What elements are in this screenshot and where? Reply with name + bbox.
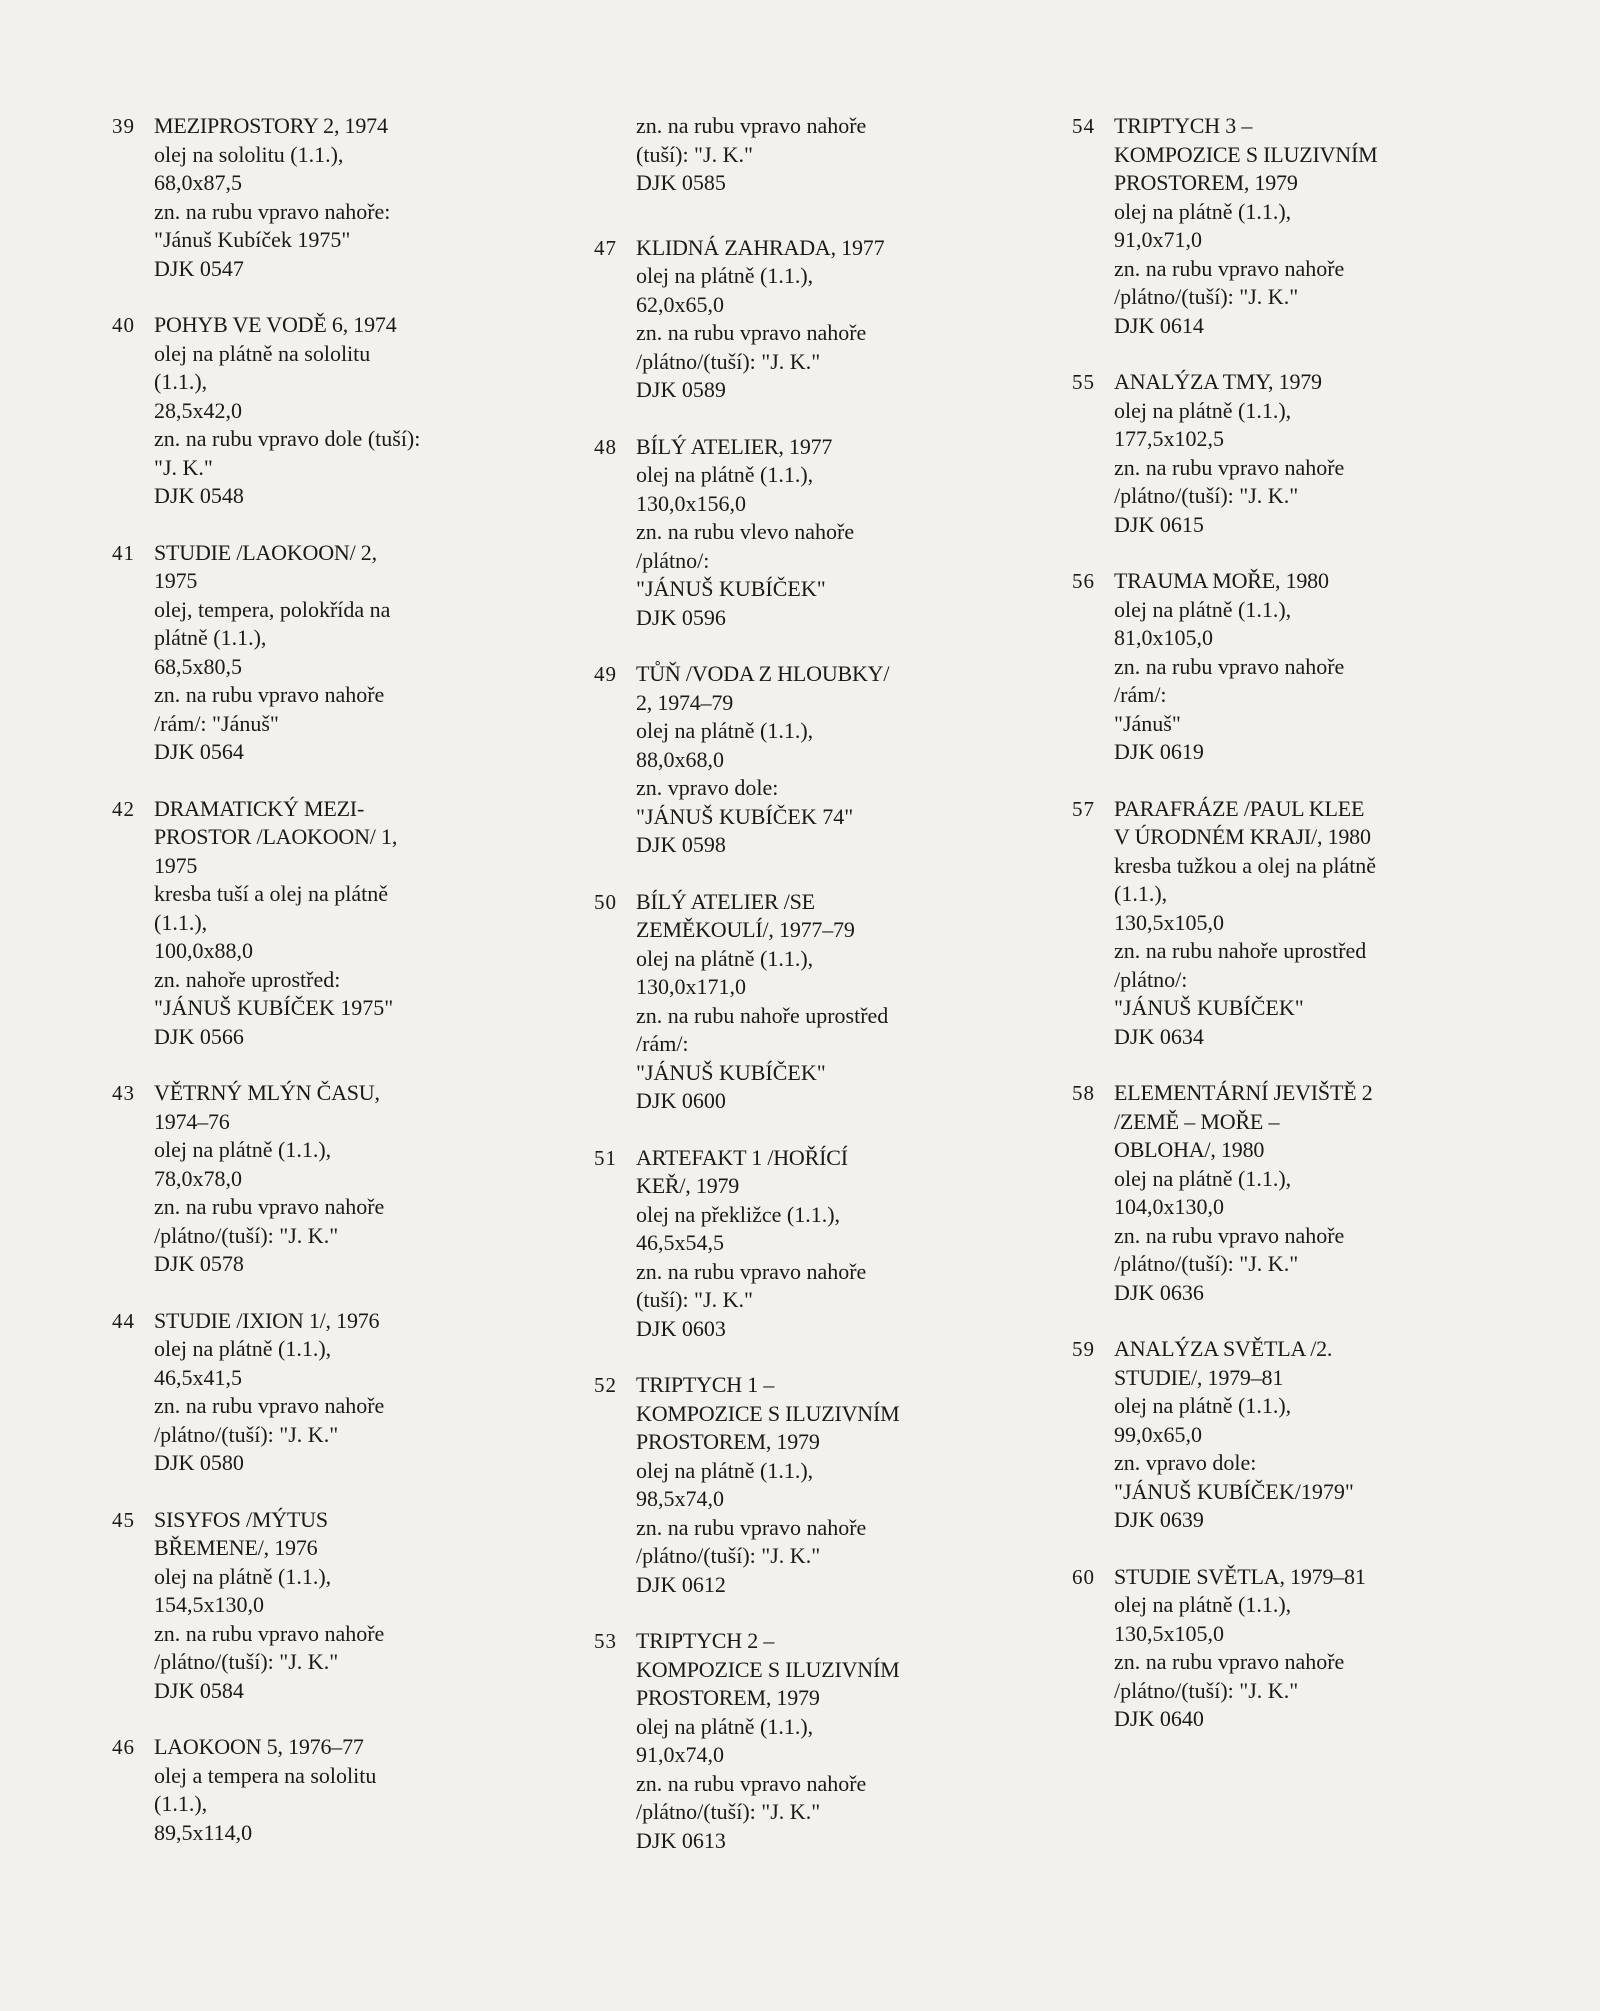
artwork-title-line: PROSTOREM, 1979 [636, 1685, 820, 1710]
entry-text [1114, 567, 1492, 767]
entry-text [1114, 1079, 1492, 1307]
catalogue-entry [112, 112, 492, 283]
entry-number: 60 [1072, 1564, 1095, 1589]
artwork-detail-line: zn. na rubu vpravo nahoře [1114, 653, 1345, 679]
artwork-title-line: V ÚRODNÉM KRAJI/, 1980 [1114, 824, 1371, 849]
artwork-detail-line: DJK 0547 [154, 255, 244, 281]
catalogue-entry [112, 1079, 492, 1279]
entry-text [154, 1079, 492, 1279]
artwork-detail-line: /plátno/(tuší): "J. K." [1114, 284, 1299, 309]
artwork-detail-line: 130,5x105,0 [1114, 1620, 1224, 1646]
entry-number: 46 [112, 1735, 135, 1759]
artwork-detail-line: /rám/: [1114, 682, 1167, 707]
artwork-detail-line: zn. na rubu vpravo nahoře [636, 1770, 867, 1796]
artwork-title-line: MEZIPROSTORY 2, 1974 [154, 113, 388, 138]
catalogue-entry [1072, 1335, 1492, 1535]
artwork-title-line: PROSTOREM, 1979 [1114, 170, 1298, 195]
artwork-detail-line: "JÁNUŠ KUBÍČEK" [636, 1059, 826, 1085]
artwork-detail-line: /plátno/(tuší): "J. K." [154, 1222, 339, 1248]
artwork-title-line: ELEMENTÁRNÍ JEVIŠTĚ 2 [1114, 1080, 1373, 1105]
artwork-detail-line: zn. na rubu vpravo nahoře [1114, 454, 1345, 480]
entry-number: 43 [112, 1081, 135, 1105]
entry-text [1114, 1335, 1492, 1535]
artwork-title-line: STUDIE /IXION 1/, 1976 [154, 1307, 380, 1333]
artwork-detail-line: olej na plátně (1.1.), [636, 263, 814, 288]
artwork-detail-line: DJK 0596 [636, 604, 726, 630]
artwork-detail-line: /rám/: [636, 1031, 689, 1056]
entry-number: 45 [112, 1507, 135, 1532]
artwork-title-line: KOMPOZICE S ILUZIVNÍM [1114, 141, 1378, 167]
artwork-detail-line: DJK 0578 [154, 1251, 244, 1276]
artwork-detail-line: "Jánuš" [1114, 710, 1181, 736]
artwork-title-line: KEŘ/, 1979 [636, 1173, 740, 1198]
artwork-detail-line: DJK 0564 [154, 739, 244, 764]
artwork-detail-line: (1.1.), [154, 369, 208, 394]
entry-text [636, 888, 994, 1116]
artwork-detail-line: 100,0x88,0 [154, 938, 253, 963]
artwork-detail-line: zn. na rubu vpravo nahoře [154, 1620, 385, 1646]
artwork-title-line: POHYB VE VODĚ 6, 1974 [154, 312, 397, 337]
catalogue-entry [1072, 1079, 1492, 1307]
artwork-title-line: TRIPTYCH 1 – [636, 1372, 775, 1397]
artwork-detail-line: "JÁNUŠ KUBÍČEK" [1114, 995, 1304, 1020]
artwork-detail-line: /plátno/(tuší): "J. K." [1114, 483, 1299, 508]
catalogue-entry [594, 1144, 994, 1344]
artwork-title-line: STUDIE /LAOKOON/ 2, [154, 539, 377, 565]
artwork-title-line: BŘEMENE/, 1976 [154, 1535, 318, 1560]
entry-number: 55 [1072, 370, 1095, 394]
artwork-detail-line: DJK 0634 [1114, 1023, 1204, 1049]
artwork-title-line: KLIDNÁ ZAHRADA, 1977 [636, 234, 885, 260]
catalogue-entry [594, 112, 994, 198]
artwork-detail-line: zn. na rubu nahoře uprostřed [1114, 938, 1367, 963]
artwork-detail-line: 104,0x130,0 [1114, 1194, 1224, 1219]
artwork-detail-line: olej na překližce (1.1.), [636, 1201, 841, 1227]
artwork-detail-line: (1.1.), [154, 1791, 208, 1816]
catalogue-entry [594, 660, 994, 860]
artwork-detail-line: 177,5x102,5 [1114, 426, 1224, 451]
artwork-detail-line: DJK 0603 [636, 1315, 726, 1341]
artwork-detail-line: 89,5x114,0 [154, 1819, 253, 1845]
artwork-detail-line: olej a tempera na sololitu [154, 1762, 377, 1788]
artwork-detail-line: DJK 0589 [636, 377, 726, 402]
artwork-detail-line: zn. vpravo dole: [636, 775, 779, 800]
catalogue-entry [1072, 795, 1492, 1052]
artwork-detail-line: zn. na rubu nahoře uprostřed [636, 1002, 889, 1028]
artwork-detail-line: /plátno/(tuší): "J. K." [636, 1799, 821, 1824]
entry-number: 48 [594, 434, 617, 459]
entry-number: 54 [1072, 114, 1095, 138]
artwork-detail-line: 46,5x54,5 [636, 1230, 724, 1255]
artwork-detail-line: 46,5x41,5 [154, 1364, 242, 1390]
artwork-detail-line: olej na plátně (1.1.), [636, 718, 814, 743]
artwork-title-line: VĚTRNÝ MLÝN ČASU, [154, 1080, 380, 1105]
artwork-detail-line: 98,5x74,0 [636, 1486, 724, 1511]
artwork-detail-line: DJK 0600 [636, 1088, 726, 1113]
entry-number: 47 [594, 235, 617, 260]
artwork-detail-line: kresba tuší a olej na plátně [154, 881, 388, 906]
artwork-detail-line: DJK 0636 [1114, 1279, 1204, 1305]
artwork-title-line: ANALÝZA SVĚTLA /2. [1114, 1336, 1333, 1361]
artwork-detail-line: olej na plátně (1.1.), [154, 1137, 332, 1162]
catalogue-entry [594, 234, 994, 405]
artwork-detail-line: zn. na rubu vpravo nahoře [1114, 255, 1345, 281]
entry-text [154, 1733, 492, 1847]
entry-text [636, 1627, 994, 1855]
artwork-detail-line: zn. na rubu vpravo nahoře [636, 113, 867, 138]
artwork-detail-line: zn. na rubu vlevo nahoře [636, 519, 855, 544]
artwork-detail-line: zn. na rubu vpravo nahoře [154, 1194, 385, 1219]
artwork-detail-line: /plátno/: [1114, 966, 1188, 992]
artwork-detail-line: /plátno/(tuší): "J. K." [154, 1421, 339, 1447]
artwork-title-line: 1975 [154, 568, 198, 593]
artwork-detail-line: /plátno/: [636, 547, 710, 573]
artwork-title-line: BÍLÝ ATELIER /SE [636, 888, 815, 914]
artwork-title-line: TRIPTYCH 3 – [1114, 113, 1253, 138]
artwork-detail-line: 88,0x68,0 [636, 746, 724, 772]
artwork-detail-line: 130,0x171,0 [636, 974, 746, 999]
artwork-detail-line: DJK 0584 [154, 1677, 244, 1703]
catalogue-entry [112, 1506, 492, 1706]
artwork-detail-line: "JÁNUŠ KUBÍČEK" [636, 576, 826, 601]
catalogue-entry [112, 311, 492, 511]
entry-number: 53 [594, 1629, 617, 1653]
artwork-title-line: LAOKOON 5, 1976–77 [154, 1734, 364, 1759]
catalogue-entry [594, 1371, 994, 1599]
entry-text [154, 112, 492, 283]
artwork-detail-line: olej na plátně na sololitu [154, 340, 371, 366]
artwork-title-line: 1974–76 [154, 1108, 230, 1134]
artwork-detail-line: 68,0x87,5 [154, 170, 242, 195]
artwork-title-line: ARTEFAKT 1 /HOŘÍCÍ [636, 1144, 848, 1170]
artwork-detail-line: "J. K." [154, 454, 213, 480]
entry-text [636, 234, 994, 405]
artwork-detail-line: olej na plátně (1.1.), [636, 945, 814, 971]
entry-number: 50 [594, 889, 617, 914]
artwork-detail-line: olej na plátně (1.1.), [636, 1457, 814, 1483]
entry-text [636, 1371, 994, 1599]
catalogue-entry [1072, 567, 1492, 767]
artwork-detail-line: "JÁNUŠ KUBÍČEK/1979" [1114, 1478, 1354, 1504]
artwork-detail-line: /rám/: "Jánuš" [154, 710, 279, 736]
entry-number: 52 [594, 1373, 617, 1397]
artwork-detail-line: DJK 0612 [636, 1571, 726, 1597]
catalogue-entry [112, 539, 492, 767]
artwork-detail-line: 130,0x156,0 [636, 490, 746, 516]
artwork-detail-line: "JÁNUŠ KUBÍČEK 74" [636, 803, 854, 829]
artwork-detail-line: zn. na rubu vpravo nahoře [154, 1393, 385, 1418]
artwork-detail-line: 154,5x130,0 [154, 1592, 264, 1617]
entry-text [636, 433, 994, 633]
artwork-detail-line: DJK 0566 [154, 1023, 244, 1049]
artwork-detail-line: /plátno/(tuší): "J. K." [1114, 1251, 1299, 1276]
artwork-detail-line: 62,0x65,0 [636, 291, 724, 317]
artwork-detail-line: olej na plátně (1.1.), [1114, 1393, 1292, 1418]
artwork-title-line: TŮŇ /VODA Z HLOUBKY/ [636, 661, 890, 686]
entry-text [1114, 368, 1492, 539]
artwork-title-line: STUDIE/, 1979–81 [1114, 1364, 1284, 1390]
entry-number: 42 [112, 796, 135, 821]
artwork-detail-line: 78,0x78,0 [154, 1165, 242, 1191]
entry-text [154, 1307, 492, 1478]
artwork-detail-line: (tuší): "J. K." [636, 1287, 753, 1312]
entry-text [154, 1506, 492, 1706]
artwork-detail-line: DJK 0639 [1114, 1507, 1204, 1532]
artwork-detail-line: /plátno/(tuší): "J. K." [1114, 1677, 1299, 1703]
artwork-title-line: OBLOHA/, 1980 [1114, 1137, 1265, 1162]
artwork-detail-line: DJK 0614 [1114, 312, 1204, 338]
artwork-detail-line: olej na plátně (1.1.), [1114, 1165, 1292, 1191]
catalogue-entry [594, 888, 994, 1116]
artwork-detail-line: "JÁNUŠ KUBÍČEK 1975" [154, 995, 394, 1020]
catalogue-entry [594, 433, 994, 633]
artwork-title-line: SISYFOS /MÝTUS [154, 1506, 328, 1532]
entry-number: 58 [1072, 1081, 1095, 1105]
artwork-detail-line: zn. na rubu vpravo nahoře [1114, 1649, 1345, 1674]
artwork-title-line: PARAFRÁZE /PAUL KLEE [1114, 795, 1365, 821]
artwork-title-line: TRIPTYCH 2 – [636, 1628, 775, 1653]
artwork-detail-line: DJK 0640 [1114, 1706, 1204, 1731]
artwork-title-line: TRAUMA MOŘE, 1980 [1114, 568, 1329, 593]
artwork-title-line: DRAMATICKÝ MEZI- [154, 795, 365, 821]
artwork-title-line: 1975 [154, 852, 198, 878]
artwork-detail-line: 99,0x65,0 [1114, 1421, 1202, 1447]
artwork-title-line: /ZEMĚ – MOŘE – [1114, 1108, 1280, 1134]
artwork-detail-line: DJK 0548 [154, 483, 244, 508]
artwork-detail-line: zn. na rubu vpravo nahoře [636, 1258, 867, 1284]
artwork-detail-line: zn. na rubu vpravo nahoře [636, 320, 867, 345]
artwork-title-line: KOMPOZICE S ILUZIVNÍM [636, 1656, 900, 1682]
artwork-detail-line: DJK 0585 [636, 170, 726, 195]
artwork-detail-line: /plátno/(tuší): "J. K." [636, 1543, 821, 1568]
artwork-detail-line: 91,0x71,0 [1114, 227, 1202, 252]
entry-number: 49 [594, 662, 617, 686]
catalogue-column-3 [1072, 112, 1492, 1762]
artwork-detail-line: olej na plátně (1.1.), [1114, 397, 1292, 423]
artwork-title-line: BÍLÝ ATELIER, 1977 [636, 433, 833, 459]
entry-number: 51 [594, 1145, 617, 1170]
artwork-detail-line: 91,0x74,0 [636, 1742, 724, 1767]
entry-number: 41 [112, 540, 135, 565]
artwork-detail-line: DJK 0598 [636, 832, 726, 857]
entry-text [1114, 1563, 1492, 1734]
artwork-title-line: 2, 1974–79 [636, 689, 734, 715]
artwork-title-line: ZEMĚKOULÍ/, 1977–79 [636, 917, 855, 942]
entry-text [636, 112, 994, 198]
entry-number: 39 [112, 114, 135, 138]
artwork-detail-line: zn. na rubu vpravo nahoře: [154, 198, 391, 224]
artwork-title-line: ANALÝZA TMY, 1979 [1114, 369, 1322, 394]
entry-text [1114, 112, 1492, 340]
entry-number [594, 112, 636, 198]
entry-text [154, 311, 492, 511]
entry-text [154, 539, 492, 767]
artwork-detail-line: olej na plátně (1.1.), [154, 1336, 332, 1361]
artwork-detail-line: olej na plátně (1.1.), [154, 1563, 332, 1589]
artwork-detail-line: olej na plátně (1.1.), [1114, 1592, 1292, 1617]
catalogue-entry [112, 795, 492, 1052]
artwork-detail-line: 81,0x105,0 [1114, 625, 1213, 650]
entry-number: 57 [1072, 796, 1095, 821]
catalogue-entry [1072, 112, 1492, 340]
catalogue-entry [1072, 368, 1492, 539]
artwork-detail-line: zn. na rubu vpravo nahoře [154, 682, 385, 707]
artwork-detail-line: zn. na rubu vpravo nahoře [1114, 1222, 1345, 1248]
artwork-detail-line: olej na plátně (1.1.), [636, 462, 814, 487]
artwork-title-line: PROSTOREM, 1979 [636, 1429, 820, 1454]
entry-number: 56 [1072, 569, 1095, 593]
artwork-detail-line: "Jánuš Kubíček 1975" [154, 227, 351, 252]
artwork-detail-line: plátně (1.1.), [154, 625, 267, 650]
entry-number: 40 [112, 313, 135, 337]
artwork-title-line: KOMPOZICE S ILUZIVNÍM [636, 1400, 900, 1426]
artwork-detail-line: /plátno/(tuší): "J. K." [636, 348, 821, 374]
entry-number: 59 [1072, 1337, 1095, 1361]
artwork-detail-line: zn. na rubu vpravo dole (tuší): [154, 426, 421, 451]
artwork-detail-line: 130,5x105,0 [1114, 909, 1224, 935]
entry-text [636, 660, 994, 860]
artwork-title-line: PROSTOR /LAOKOON/ 1, [154, 824, 398, 849]
artwork-detail-line: olej, tempera, polokřída na [154, 596, 391, 622]
catalogue-column-2 [594, 112, 994, 1883]
catalogue-entry [594, 1627, 994, 1855]
catalogue-entry [112, 1733, 492, 1847]
artwork-detail-line: zn. nahoře uprostřed: [154, 966, 341, 992]
artwork-detail-line: (1.1.), [154, 909, 208, 935]
artwork-detail-line: kresba tužkou a olej na plátně [1114, 852, 1377, 878]
artwork-detail-line: DJK 0613 [636, 1827, 726, 1853]
entry-text [636, 1144, 994, 1344]
entry-text [154, 795, 492, 1052]
artwork-detail-line: DJK 0580 [154, 1450, 244, 1475]
artwork-detail-line: DJK 0615 [1114, 511, 1204, 537]
catalogue-entry [1072, 1563, 1492, 1734]
artwork-detail-line: (tuší): "J. K." [636, 141, 753, 167]
artwork-detail-line: zn. vpravo dole: [1114, 1450, 1257, 1475]
catalogue-column-1 [112, 112, 492, 1875]
entry-number: 44 [112, 1308, 135, 1333]
artwork-detail-line: olej na plátně (1.1.), [636, 1713, 814, 1739]
artwork-detail-line: 68,5x80,5 [154, 653, 242, 679]
entry-text [1114, 795, 1492, 1052]
artwork-detail-line: olej na plátně (1.1.), [1114, 596, 1292, 622]
artwork-detail-line: (1.1.), [1114, 881, 1168, 906]
artwork-detail-line: DJK 0619 [1114, 739, 1204, 764]
artwork-title-line: STUDIE SVĚTLA, 1979–81 [1114, 1563, 1366, 1589]
artwork-detail-line: olej na plátně (1.1.), [1114, 198, 1292, 224]
artwork-detail-line: olej na sololitu (1.1.), [154, 141, 344, 167]
artwork-detail-line: 28,5x42,0 [154, 397, 242, 423]
catalogue-entry [112, 1307, 492, 1478]
artwork-detail-line: /plátno/(tuší): "J. K." [154, 1649, 339, 1674]
artwork-detail-line: zn. na rubu vpravo nahoře [636, 1514, 867, 1540]
